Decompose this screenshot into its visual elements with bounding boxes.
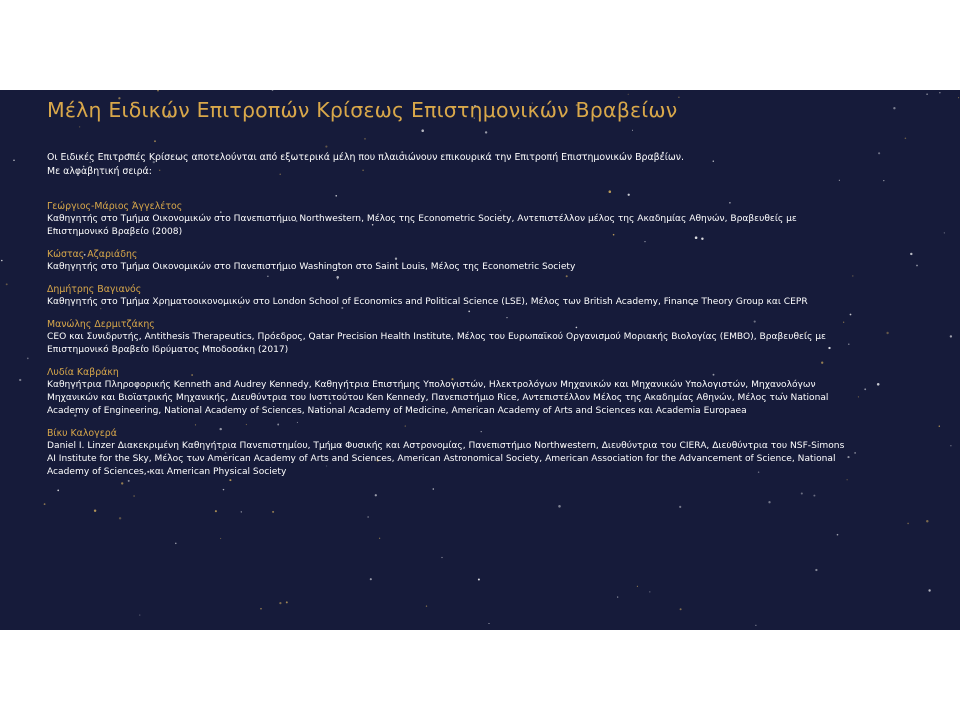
star-dot [926, 93, 928, 95]
star-dot [854, 452, 856, 454]
star-dot [905, 138, 907, 140]
member-entry [47, 283, 847, 309]
star-dot [928, 589, 930, 591]
star-dot [848, 344, 849, 345]
star-dot [335, 195, 337, 197]
star-dot [801, 492, 803, 494]
star-dot [94, 509, 96, 511]
star-dot [939, 92, 940, 93]
star-dot [768, 501, 770, 503]
member-name: Μανώλης Δερμιτζάκης [47, 319, 155, 330]
member-description: CEO και Συνιδρυτής, Antithesis Therapeutics, Πρόεδρος, Qatar Precision Health Institute, Μέλος του Ευρωπαϊκού Οργανισμού Μοριακής Βιολογίας (EMBO), Βραβευθείς με Επιστημονικό Βραβείο Ιδρύματος Μποδοσάκη (2017) [47, 332, 826, 355]
intro-subline: Με αλφαβητική σειρά: [47, 166, 152, 177]
star-dot [375, 494, 377, 496]
member-entry [47, 200, 847, 239]
star-dot [241, 511, 242, 512]
member-description: Καθηγητής στο Τμήμα Οικονομικών στο Πανεπιστήμιο Northwestern, Μέλος της Econometric Society, Αντεπιστέλλον μέλος της Ακαδημίας Αθηνών, Βραβευθείς με Επιστημονικό Βραβείο (2008) [47, 214, 797, 237]
member-name: Κώστας Αζαριάδης [47, 249, 138, 260]
star-dot [893, 107, 895, 109]
star-dot [478, 578, 480, 580]
star-dot [609, 190, 612, 193]
star-dot [279, 602, 281, 604]
slide [0, 90, 960, 630]
star-dot [926, 520, 928, 522]
members-list [47, 200, 847, 488]
star-dot [852, 275, 853, 276]
star-dot [119, 517, 121, 519]
star-dot [815, 569, 817, 571]
star-dot [939, 426, 940, 427]
star-dot [877, 383, 880, 386]
member-name: Γεώργιος-Μάριος Άγγελέτος [47, 201, 183, 212]
star-dot [433, 488, 435, 490]
member-description: Καθηγητής στο Τμήμα Οικονομικών στο Πανεπιστήμιο Washington στο Saint Louis, Μέλος της Econometric Society [47, 262, 576, 272]
star-dot [13, 159, 15, 161]
star-dot [944, 232, 945, 233]
star-dot [367, 516, 368, 517]
star-dot [883, 180, 884, 181]
member-name: Βίκυ Καλογερά [47, 428, 117, 439]
member-entry [47, 366, 847, 418]
star-dot [286, 601, 288, 603]
intro-line: Οι Ειδικές Επιτροπές Κρίσεως αποτελούνται από εξωτερικά μέλη που πλαισιώνουν επικουρικά την Επιτροπή Επιστημονικών Βραβείων. [47, 152, 684, 163]
star-dot [958, 97, 959, 98]
member-name: Δημήτρης Βαγιανός [47, 284, 142, 295]
star-dot [154, 140, 156, 142]
star-dot [441, 557, 442, 558]
star-dot [837, 534, 839, 536]
star-dot [839, 180, 840, 181]
star-dot [79, 126, 80, 127]
star-dot [260, 608, 262, 610]
star-dot [910, 253, 912, 255]
member-entry [47, 318, 847, 357]
star-dot [847, 456, 849, 458]
star-dot [850, 314, 852, 316]
star-dot [157, 90, 159, 92]
star-dot [558, 505, 561, 508]
star-dot [950, 335, 952, 337]
star-dot [864, 388, 866, 390]
star-dot [57, 490, 59, 492]
star-dot [637, 586, 638, 587]
star-dot [272, 90, 274, 91]
star-dot [632, 130, 633, 131]
star-dot [1, 260, 3, 262]
star-dot [485, 131, 487, 133]
star-dot [421, 129, 424, 132]
intro-text [47, 151, 907, 179]
star-dot [6, 283, 8, 285]
star-dot [215, 510, 217, 512]
star-dot [133, 495, 135, 497]
star-dot [858, 396, 859, 397]
member-entry [47, 248, 847, 274]
star-dot [680, 608, 682, 610]
star-dot [907, 523, 909, 525]
star-dot [175, 543, 176, 544]
slide-title: Μέλη Ειδικών Επιτροπών Κρίσεως Επιστημονικών Βραβείων [47, 98, 678, 122]
star-dot [223, 489, 224, 490]
member-description: Καθηγητής στο Τμήμα Χρηματοοικονομικών στο London School of Economics and Political Science (LSE), Μέλος των British Academy, Finance Theory Group και CEPR [47, 297, 808, 307]
star-dot [370, 578, 372, 580]
star-dot [220, 538, 221, 539]
member-description: Καθηγήτρια Πληροφορικής Kenneth and Audrey Kennedy, Καθηγήτρια Επιστήμης Υπολογιστών, Ηλεκτρολόγων Μηχανικών και Μηχανικών Υπολογιστών, Μηχανολόγων Μηχανικών και Βιοϊατρικής Μηχανικής, Διευθύντρια του Ινστιτούτου Ken Kennedy, Πανεπιστήμιο Rice, Αντεπιστέλλον Μέλος της Ακαδημίας Αθηνών, Μέλος των National Academy of Engineering, National Academy of Sciences, National Academy of Medicine, American Academy of Arts and Sciences και Academia Europaea [47, 380, 829, 416]
star-dot [678, 97, 679, 98]
star-dot [19, 379, 21, 381]
star-dot [272, 511, 274, 513]
star-dot [426, 605, 427, 606]
star-dot [27, 358, 29, 360]
star-dot [364, 138, 366, 140]
star-dot [488, 623, 489, 624]
star-dot [628, 194, 630, 196]
star-dot [755, 625, 756, 626]
star-dot [886, 332, 888, 334]
star-dot [950, 445, 951, 446]
member-name: Λυδία Καβράκη [47, 367, 119, 378]
star-dot [44, 503, 46, 505]
star-dot [628, 94, 629, 95]
member-description: Daniel I. Linzer Διακεκριμένη Καθηγήτρια Πανεπιστημίου, Τμήμα Φυσικής και Αστρονομίας, Πανεπιστήμιο Northwestern, Διευθύντρια του CIERA, Διευθύντρια του NSF-Simons AI Institute for the Sky, Μέλος των American Academy of Arts and Sciences, American Astronomical Society, American Association for the Advancement of Science, National Academy of Sciences, και American Physical Society [47, 441, 845, 477]
star-dot [139, 615, 140, 616]
star-dot [813, 495, 815, 497]
star-dot [916, 265, 918, 267]
star-dot [325, 146, 327, 148]
star-dot [379, 538, 380, 539]
member-entry [47, 427, 847, 479]
star-dot [617, 597, 618, 598]
star-dot [649, 591, 650, 592]
star-dot [679, 506, 681, 508]
